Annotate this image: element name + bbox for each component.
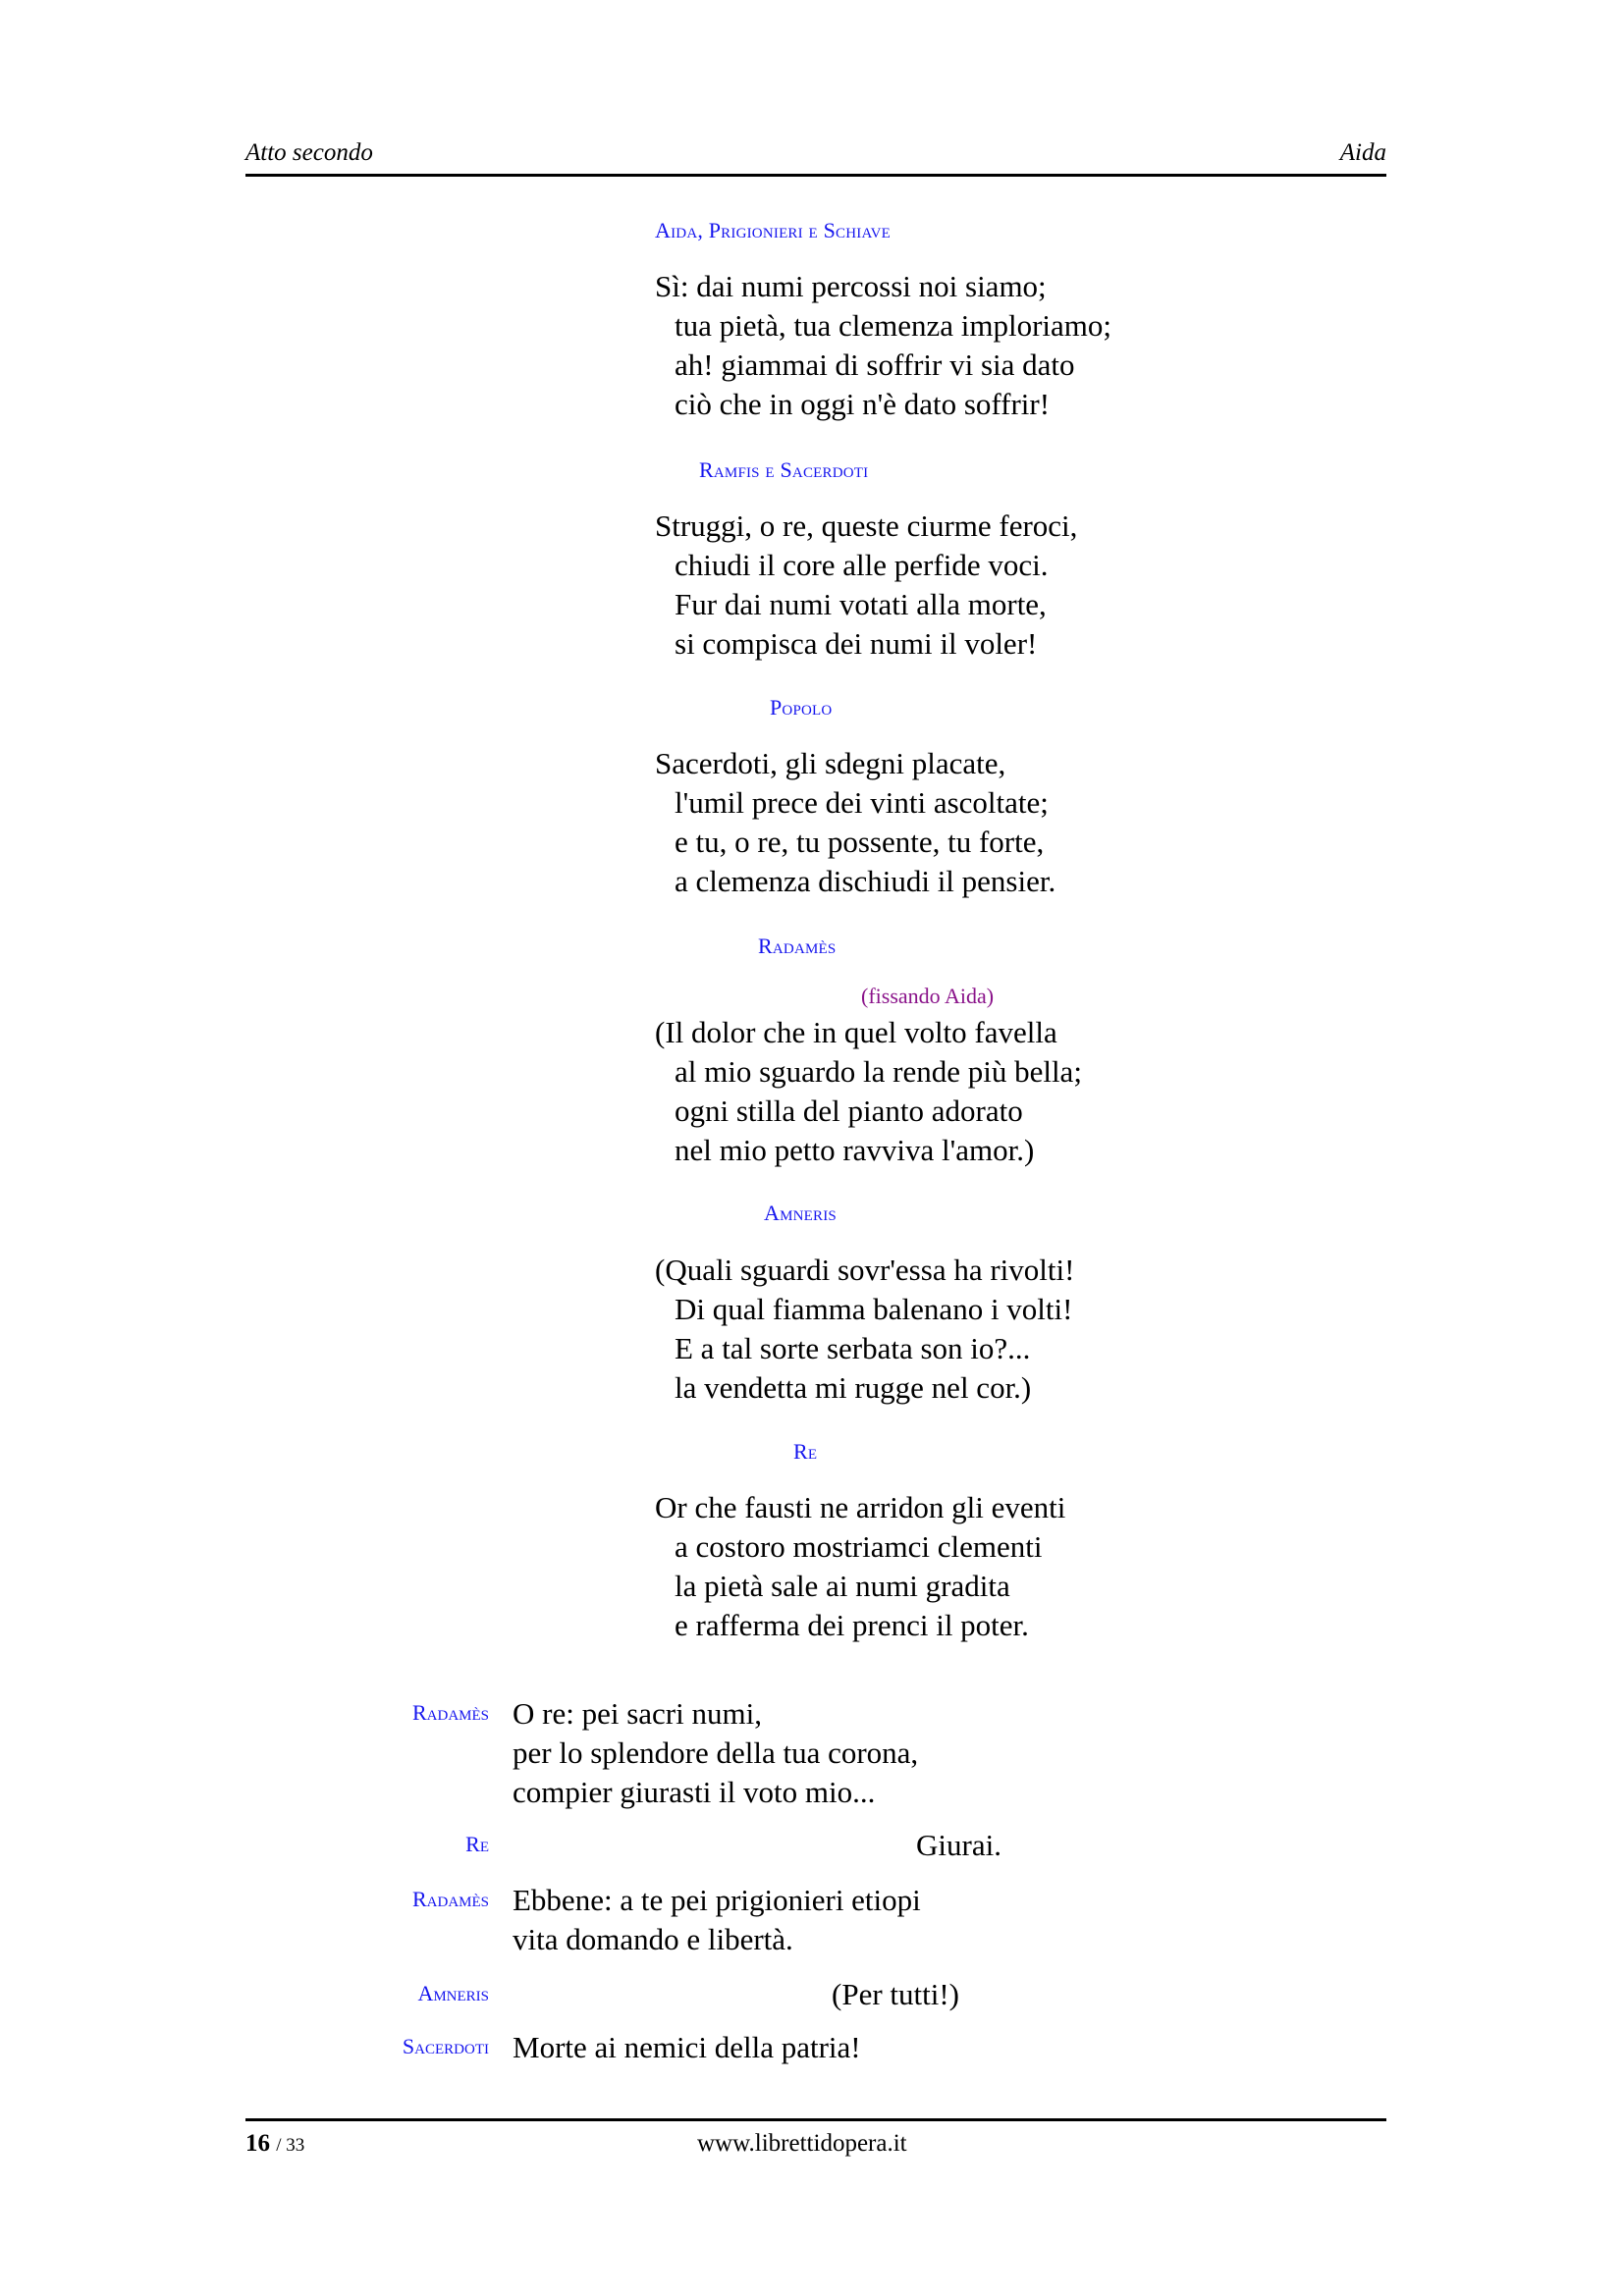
verse-block	[655, 267, 1111, 424]
dialogue-text	[513, 1881, 921, 1959]
dialogue-line: compier giurasti il voto mio...	[513, 1775, 876, 1809]
verse-line: ogni stilla del pianto adorato	[675, 1094, 1023, 1128]
verse-block	[655, 1251, 1074, 1408]
verse-line: chiudi il core alle perfide voci.	[675, 548, 1049, 582]
role-label: Aida, Prigionieri e Schiave	[655, 218, 891, 242]
dialogue-text	[916, 1826, 1001, 1865]
dialogue-line: (Per tutti!)	[832, 1977, 959, 2011]
verse-line: Sì: dai numi percossi noi siamo;	[655, 269, 1047, 303]
verse-line: l'umil prece dei vinti ascoltate;	[675, 785, 1049, 820]
dialogue-text	[513, 2028, 861, 2067]
dialogue-line: O re: pei sacri numi,	[513, 1696, 762, 1731]
dialogue-line: per lo splendore della tua corona,	[513, 1735, 919, 1770]
dialogue-role: Amneris	[417, 1981, 489, 2005]
dialogue-line: Giurai.	[916, 1828, 1001, 1862]
verse-line: al mio sguardo la rende più bella;	[675, 1054, 1082, 1089]
dialogue-role: Radamès	[411, 1700, 489, 1725]
page-number	[245, 2130, 304, 2158]
footer-rule	[245, 2118, 1386, 2121]
dialogue-line: vita domando e libertà.	[513, 1922, 793, 1956]
verse-line: E a tal sorte serbata son io?...	[675, 1331, 1031, 1365]
verse-line: (Il dolor che in quel volto favella	[655, 1015, 1057, 1049]
role-label: Ramfis e Sacerdoti	[699, 457, 869, 482]
verse-line: a costoro mostriamci clementi	[675, 1529, 1043, 1564]
verse-line: la vendetta mi rugge nel cor.)	[675, 1370, 1032, 1405]
page-footer	[245, 2128, 1386, 2167]
site-link[interactable]: www.librettidopera.it	[697, 2130, 907, 2157]
verse-line: Sacerdoti, gli sdegni placate,	[655, 746, 1006, 780]
total-pages: / 33	[276, 2135, 305, 2156]
verse-line: tua pietà, tua clemenza imploriamo;	[675, 308, 1112, 343]
stage-direction: (fissando Aida)	[861, 984, 995, 1008]
verse-line: e rafferma dei prenci il poter.	[675, 1608, 1029, 1642]
dialogue-role: Radamès	[411, 1887, 489, 1911]
role-label: Popolo	[770, 695, 833, 720]
verse-line: Fur dai numi votati alla morte,	[675, 587, 1047, 621]
verse-line: Or che fausti ne arridon gli eventi	[655, 1490, 1066, 1524]
verse-line: ciò che in oggi n'è dato soffrir!	[675, 387, 1051, 421]
dialogue-role: Sacerdoti	[402, 2034, 489, 2058]
dialogue-text	[832, 1975, 959, 2014]
verse-line: a clemenza dischiudi il pensier.	[675, 864, 1056, 898]
verse-line: la pietà sale ai numi gradita	[675, 1569, 1010, 1603]
role-label: Radamès	[758, 934, 837, 958]
verse-line: e tu, o re, tu possente, tu forte,	[675, 825, 1045, 859]
header-act: Atto secondo	[245, 139, 373, 166]
verse-line: ah! giammai di soffrir vi sia dato	[675, 347, 1075, 382]
role-label: Amneris	[764, 1201, 837, 1225]
verse-line: nel mio petto ravviva l'amor.)	[675, 1133, 1035, 1167]
verse-block	[655, 744, 1055, 901]
role-label: Re	[793, 1439, 818, 1464]
dialogue-role: Re	[465, 1832, 489, 1856]
header-rule	[245, 174, 1386, 177]
verse-line: si compisca dei numi il voler!	[675, 626, 1038, 661]
verse-block	[655, 1488, 1065, 1645]
dialogue-text	[513, 1694, 918, 1812]
current-page: 16	[245, 2130, 270, 2157]
verse-line: Struggi, o re, queste ciurme feroci,	[655, 508, 1078, 543]
page-header	[245, 135, 1386, 175]
verse-block	[655, 1013, 1082, 1170]
dialogue-line: Morte ai nemici della patria!	[513, 2030, 861, 2064]
dialogue-line: Ebbene: a te pei prigionieri etiopi	[513, 1883, 921, 1917]
header-title: Aida	[1339, 139, 1386, 166]
verse-block	[655, 507, 1077, 664]
verse-line: Di qual fiamma balenano i volti!	[675, 1292, 1073, 1326]
verse-line: (Quali sguardi sovr'essa ha rivolti!	[655, 1253, 1075, 1287]
